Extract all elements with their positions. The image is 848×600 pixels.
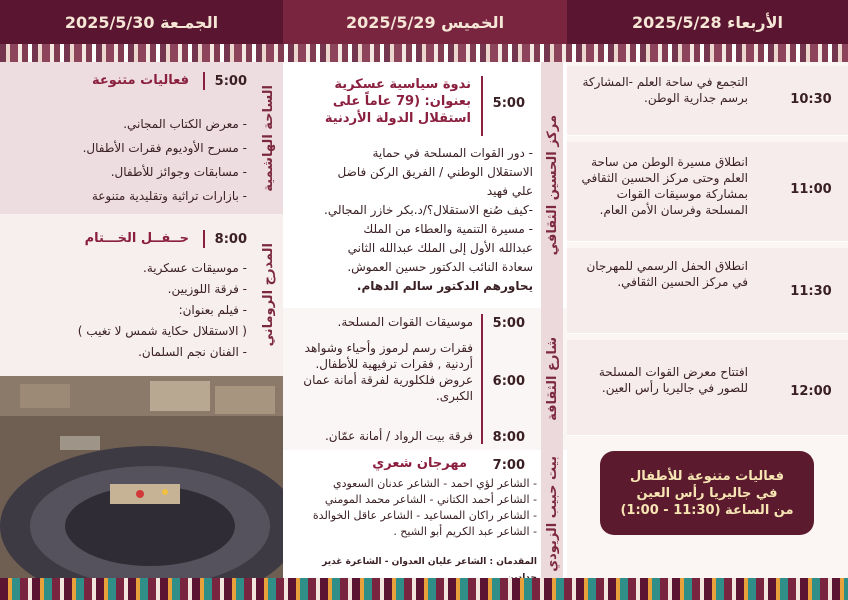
- seminar-title: ندوة سياسية عسكرية بعنوان: (79 عاماً على استقلال الدولة الأردنية: [324, 77, 471, 126]
- list-item: - مسرح الأوديوم فقرات الأطفال.: [82, 141, 247, 155]
- thursday-seminar-block: [283, 62, 567, 308]
- header-friday: الجمـعة 2025/5/30: [0, 0, 283, 44]
- time-label: 11:30: [790, 284, 832, 299]
- time-label: 5:00: [492, 316, 525, 331]
- item-list: [10, 258, 247, 363]
- time-label: 5:00: [214, 74, 247, 89]
- row-text: انطلاق مسيرة الوطن من ساحة العلم وحتى مركز الحسين الثقافي بمشاركة موسيقات القوات المسلحة وفرسان الأمن العام.: [581, 155, 748, 217]
- venue-label-hussein-center: مركز الحسين الثقافي: [541, 62, 563, 308]
- time-label: 5:00: [492, 96, 525, 111]
- block-title: حــفــل الخـــتام: [84, 231, 189, 246]
- poets-list: - الشاعر لؤي احمد - الشاعر عدنان السعودي - الشاعر أحمد الكتاني - الشاعر محمد المومني - الشاعر راكان المساعيد - الشاعر عاقل الخوالدة - الشاعر عبد الكريم أبو الشيح .: [312, 477, 537, 538]
- time-label: 7:00: [492, 458, 525, 473]
- time-label: 10:30: [790, 92, 832, 107]
- divider-bar: [203, 72, 205, 90]
- list-item: - بازارات تراثية وتقليدية متنوعة: [91, 189, 247, 203]
- venue-label-hashemia: الساحة الهاشمية: [260, 84, 276, 192]
- thursday-poetry-block: [283, 450, 567, 578]
- list-item: - مسابقات وجوائز للأطفال.: [110, 165, 247, 179]
- row-text: التجمع في ساحة العلم -المشاركة برسم جدارية الوطن.: [582, 75, 748, 105]
- kids-activities-box: فعاليات متنوعة للأطفال في جاليريا رأس العين من الساعة (11:30 - 1:00): [600, 451, 814, 535]
- divider-bar: [481, 76, 483, 136]
- thursday-street-block: [283, 308, 567, 450]
- list-item: - موسيقات عسكرية.: [143, 261, 247, 275]
- decorative-border-bottom: [0, 578, 848, 600]
- amphitheater-photo: [0, 376, 283, 578]
- wed-row-1200: [567, 340, 848, 436]
- list-item: - معرض الكتاب المجاني.: [123, 117, 247, 131]
- time-label: 6:00: [492, 374, 525, 389]
- time-label: 8:00: [214, 232, 247, 247]
- block-title: فعاليات متنوعة: [92, 73, 189, 88]
- header-thursday: الخميس 2025/5/29: [283, 0, 567, 44]
- moderator-line: يحاورهم الدكتور سالم الدهام.: [356, 279, 533, 293]
- street-item: فقرات رسم لرموز وأحياء وشواهد أردنية , فقرات ترفيهية للأطفال. عروض فلكلورية لفرقة أمانة عمان الكبرى.: [303, 341, 473, 403]
- time-label: 11:00: [790, 182, 832, 197]
- list-item: - فرقة اللوزيين.: [167, 282, 247, 296]
- row-text: انطلاق الحفل الرسمي للمهرجان في مركز الحسين الثقافي.: [586, 259, 748, 289]
- decorative-border-top: [0, 44, 848, 62]
- wed-row-1100: [567, 142, 848, 242]
- venue-label-roman: المدرج الروماني: [260, 243, 276, 347]
- row-text: افتتاح معرض القوات المسلحة للصور في جاليريا رأس العين.: [598, 365, 748, 395]
- list-item: ( الاستقلال حكاية شمس لا تغيب ): [77, 324, 247, 338]
- divider-bar: [203, 230, 205, 248]
- street-item: موسيقات القوات المسلحة.: [337, 315, 473, 329]
- list-item: - فيلم بعنوان:: [178, 303, 247, 317]
- list-item: - الفنان نجم السلمان.: [138, 345, 247, 359]
- friday-block-activities: [0, 62, 283, 214]
- photo-illustration: [0, 376, 283, 578]
- seminar-body: - دور القوات المسلحة في حماية الاستقلال الوطني / الفريق الركن فاضل علي فهيد -كيف صُنع الاستقلال؟/د.بكر خازر المجالي. - مسيرة التنمية والعطاء من الملك عبدالله الأول إلى الملك عبدالله الثاني سعادة النائب الدكتور حسين العموش. يحاورهم الدكتور سالم الدهام.: [293, 144, 533, 296]
- hosts-line: المقدمان : الشاعر عليان العدوان - الشاعرة غدير: [322, 557, 537, 567]
- time-label: 8:00: [492, 430, 525, 445]
- poetry-title: مهرجان شعري: [372, 456, 467, 471]
- header-wednesday: الأربعاء 2025/5/28: [567, 0, 848, 44]
- street-item: فرقة بيت الرواد / أمانة عمّان.: [324, 429, 473, 443]
- friday-block-closing: [0, 214, 283, 376]
- venue-label-culture-street: شارع الثقافة: [541, 308, 563, 450]
- venue-label-habib-house: بيت حبيب الزيودي: [541, 450, 563, 578]
- wed-row-1130: [567, 248, 848, 334]
- wed-row-1030: [567, 66, 848, 136]
- divider-bar: [481, 314, 483, 444]
- time-label: 12:00: [790, 384, 832, 399]
- item-list: [10, 112, 247, 208]
